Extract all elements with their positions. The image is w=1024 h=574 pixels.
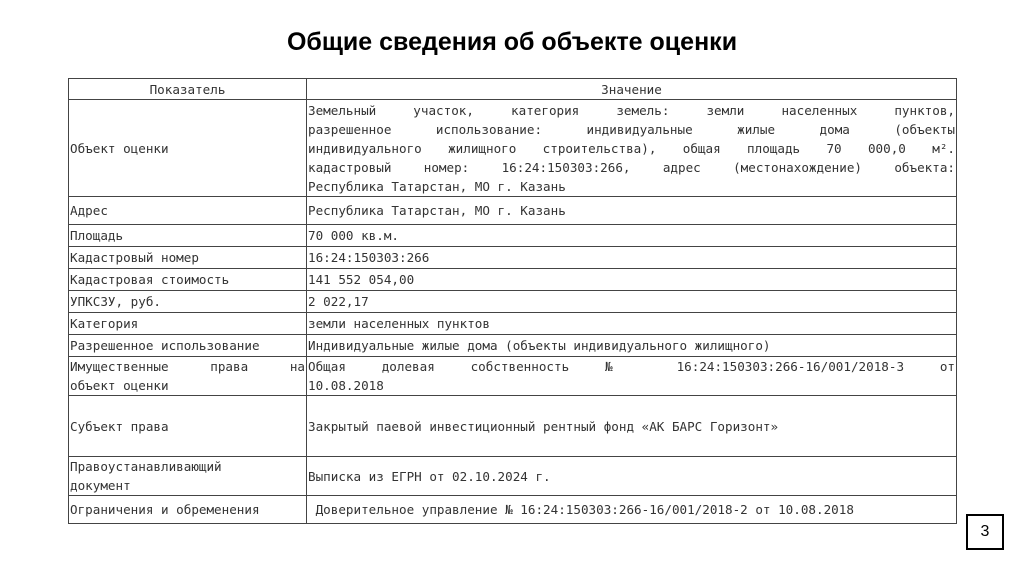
table-row (69, 396, 957, 457)
row-label: Субъект права (69, 396, 307, 457)
label-line: Имущественные права на (70, 359, 305, 374)
row-label: Кадастровый номер (69, 247, 307, 269)
info-table (68, 78, 957, 524)
row-label: Площадь (69, 225, 307, 247)
label-line: документ (70, 478, 131, 493)
row-value: земли населенных пунктов (307, 313, 957, 335)
table-row (69, 357, 957, 396)
row-label: Кадастровая стоимость (69, 269, 307, 291)
table-row (69, 225, 957, 247)
row-value: Выписка из ЕГРН от 02.10.2024 г. (307, 457, 957, 496)
row-label: Адрес (69, 197, 307, 225)
value-line: кадастровый номер: 16:24:150303:266, адрес (местонахождение) объекта: (308, 159, 955, 175)
table-row (69, 496, 957, 524)
table-header-row (69, 79, 957, 100)
row-value: 70 000 кв.м. (307, 225, 957, 247)
table-row (69, 197, 957, 225)
row-label (69, 457, 307, 496)
row-value: Закрытый паевой инвестиционный рентный фонд «АК БАРС Горизонт» (307, 396, 957, 457)
value-line: Общая долевая собственность № 16:24:150303:266-16/001/2018-3 от (308, 359, 955, 374)
row-value: 2 022,17 (307, 291, 957, 313)
label-line: Правоустанавливающий (70, 459, 222, 474)
row-value: 141 552 054,00 (307, 269, 957, 291)
row-label: УПКСЗУ, руб. (69, 291, 307, 313)
row-label: Разрешенное использование (69, 335, 307, 357)
table-row (69, 247, 957, 269)
row-label (69, 357, 307, 396)
table-row (69, 269, 957, 291)
row-value: 16:24:150303:266 (307, 247, 957, 269)
value-line: Республика Татарстан, МО г. Казань (308, 178, 566, 194)
row-value (307, 100, 957, 197)
row-value: Республика Татарстан, МО г. Казань (307, 197, 957, 225)
table-row (69, 313, 957, 335)
table-row (69, 100, 957, 197)
value-line: Земельный участок, категория земель: земли населенных пунктов, (308, 102, 955, 118)
value-line: разрешенное использование: индивидуальные жилые дома (объекты (308, 121, 955, 137)
header-value: Значение (307, 79, 957, 100)
row-value (307, 357, 957, 396)
row-label: Категория (69, 313, 307, 335)
table-row (69, 335, 957, 357)
page-number: 3 (966, 514, 1004, 550)
row-label: Ограничения и обременения (69, 496, 307, 524)
label-line: объект оценки (70, 378, 169, 393)
row-value: Индивидуальные жилые дома (объекты индивидуального жилищного) (307, 335, 957, 357)
table-row (69, 291, 957, 313)
slide-title: Общие сведения об объекте оценки (286, 28, 738, 56)
table-row (69, 457, 957, 496)
row-value: Доверительное управление № 16:24:150303:266-16/001/2018-2 от 10.08.2018 (307, 496, 957, 524)
value-line: индивидуального жилищного строительства), общая площадь 70 000,0 м². (308, 140, 955, 156)
value-line: 10.08.2018 (308, 378, 384, 393)
header-indicator: Показатель (69, 79, 307, 100)
row-label: Объект оценки (69, 100, 307, 197)
